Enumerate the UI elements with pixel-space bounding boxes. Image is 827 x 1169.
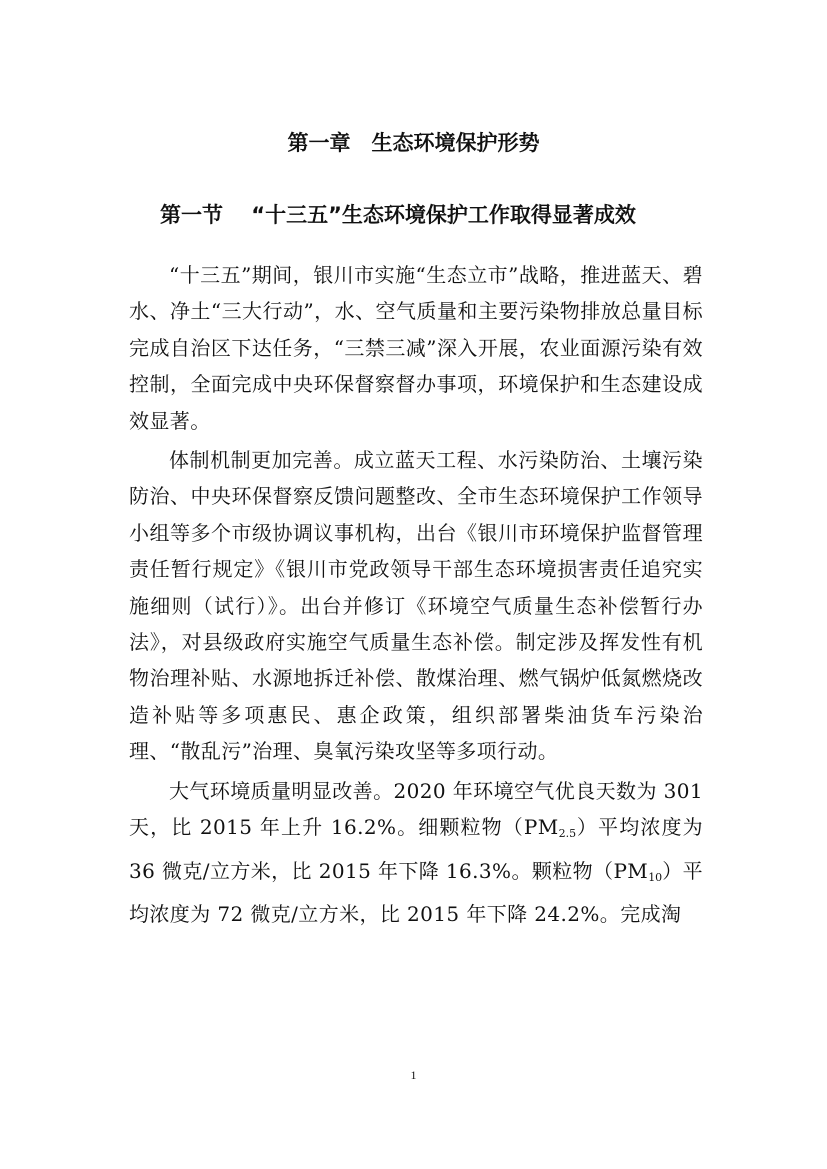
- chapter-title: 第一章 生态环境保护形势: [287, 131, 540, 155]
- paragraph-institutions: 体制机制更加完善。成立蓝天工程、水污染防治、土壤污染防治、中央环保督察反馈问题整改、全市生态环境保护工作领导小组等多个市级协调议事机构，出台《银川市环境保护监督管理责任暂行规定》《银川市党政领导干部生态环境损害责任追究实施细则（试行）》。出台并修订《环境空气质量生态补偿暂行办法》，对县级政府实施空气质量生态补偿。制定涉及挥发性有机物治理补贴、水源地拆迁补偿、散煤治理、燃气锅炉低氮燃烧改造补贴等多项惠民、惠企政策，组织部署柴油货车污染治理、“散乱污”治理、臭氧污染攻坚等多项行动。: [129, 448, 703, 764]
- section-title: 第一节 “十三五”生态环境保护工作取得显著成效: [160, 203, 636, 227]
- pm10-subscript: 10: [648, 870, 663, 884]
- body-text: [129, 257, 703, 932]
- page-number: 1: [410, 1068, 417, 1082]
- air-text-part-3: ）平均浓度为 72 微克/立方米，比 2015 年下降 24.2%。完成淘: [129, 858, 703, 926]
- air-text-part-2: ）平均浓度为 36 微克/立方米，比 2015 年下降 16.3%。颗粒物（PM: [129, 815, 704, 883]
- paragraph-air-quality: [129, 773, 703, 933]
- air-text-part-1: 大气环境质量明显改善。2020 年环境空气优良天数为 301 天，比 2015 年上升 16.2%。细颗粒物（PM: [129, 778, 703, 840]
- paragraph-overview: “十三五”期间，银川市实施“生态立市”战略，推进蓝天、碧水、净土“三大行动”，水、空气质量和主要污染物排放总量目标完成自治区下达任务，“三禁三减”深入开展，农业面源污染有效控制，全面完成中央环保督察督办事项，环境保护和生态建设成效显著。: [129, 263, 703, 433]
- pm25-subscript: 2.5: [558, 827, 577, 841]
